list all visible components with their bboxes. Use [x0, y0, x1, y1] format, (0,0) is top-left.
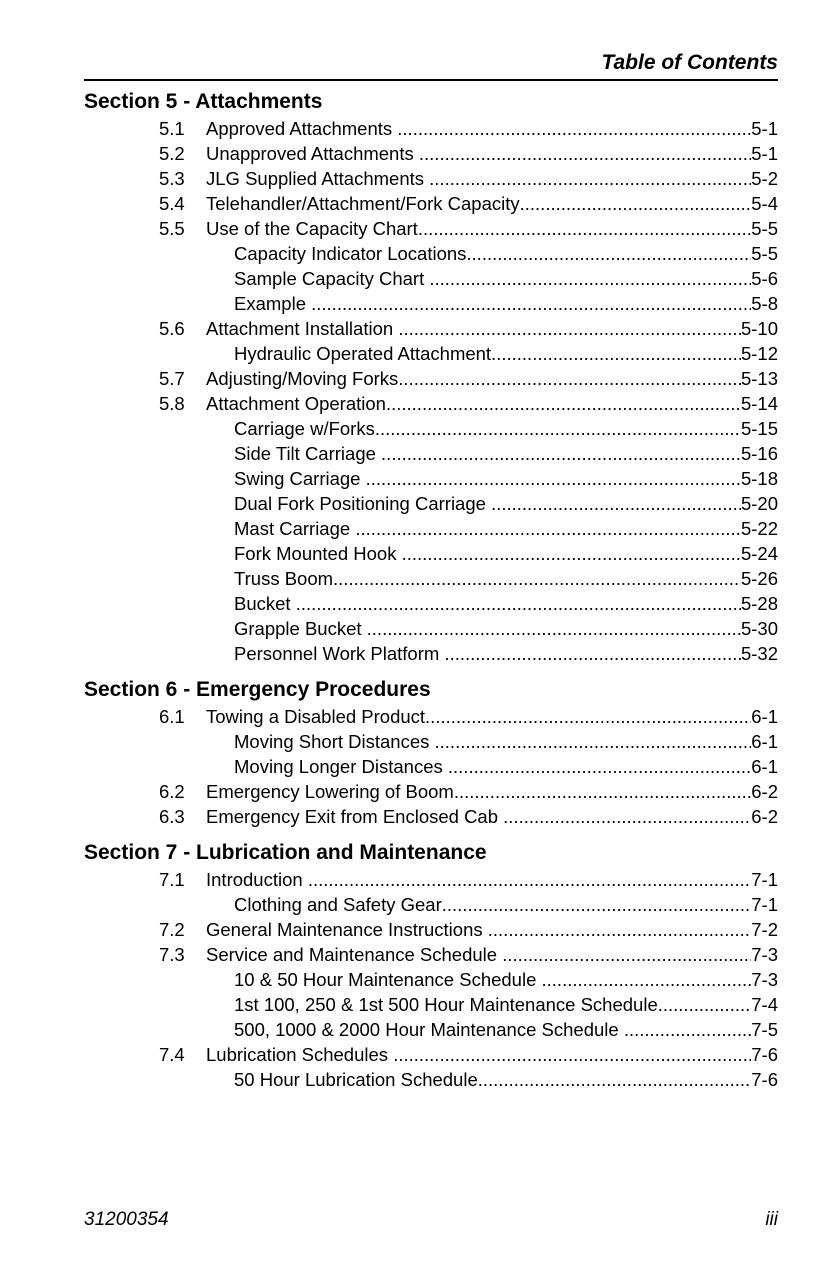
dot-leader	[466, 241, 751, 266]
toc-entry-page: 7-4	[751, 994, 778, 1015]
toc-entry-title: Dual Fork Positioning Carriage	[234, 493, 492, 514]
toc-entry-leader	[234, 641, 778, 666]
toc-entry-page: 5-14	[740, 393, 778, 414]
toc-entry[interactable]	[84, 754, 778, 779]
toc-entry-page: 5-24	[740, 543, 778, 564]
dot-leader	[488, 917, 751, 942]
toc-entry[interactable]	[84, 967, 778, 992]
toc-entry-leader	[206, 704, 778, 729]
dot-leader	[520, 191, 752, 216]
toc-entry-page: 6-1	[751, 731, 778, 752]
section-gap	[84, 666, 778, 676]
toc-entry-number: 7.3	[159, 944, 185, 965]
dot-leader	[503, 804, 751, 829]
toc-entry-page: 5-1	[751, 118, 778, 139]
toc-entry-page: 5-4	[751, 193, 778, 214]
toc-entry-title: Approved Attachments	[206, 118, 398, 139]
dot-leader	[429, 166, 751, 191]
toc-entry-title: JLG Supplied Attachments	[206, 168, 430, 189]
toc-entry-title: Moving Longer Distances	[234, 756, 448, 777]
toc-entry[interactable]	[84, 316, 778, 341]
section-title: Section 7 - Lubrication and Maintenance	[84, 841, 487, 864]
toc-entry-leader	[206, 316, 778, 341]
toc-entry-page: 5-13	[740, 368, 778, 389]
toc-entry-page: 5-30	[740, 618, 778, 639]
toc-entry-page: 5-10	[740, 318, 778, 339]
dot-leader	[418, 216, 751, 241]
toc-entry[interactable]	[84, 566, 778, 591]
toc-entry[interactable]	[84, 942, 778, 967]
dot-leader	[444, 641, 741, 666]
toc-entry-title: Attachment Installation	[206, 318, 399, 339]
dot-leader	[375, 416, 741, 441]
toc-entry-title: Attachment Operation	[206, 393, 386, 414]
toc-entry-page: 5-22	[740, 518, 778, 539]
toc-entry-leader	[234, 266, 778, 291]
dot-leader	[402, 541, 741, 566]
toc-entry-page: 6-1	[751, 756, 778, 777]
toc-entry[interactable]	[84, 191, 778, 216]
dot-leader	[296, 591, 741, 616]
toc-entry-title: Bucket	[234, 593, 296, 614]
toc-entry-page: 7-5	[751, 1019, 778, 1040]
toc-entry-title: 500, 1000 & 2000 Hour Maintenance Schedule	[234, 1019, 624, 1040]
toc-entry-page: 7-3	[751, 969, 778, 990]
toc-entry-number: 5.8	[159, 393, 185, 414]
dot-leader	[542, 967, 752, 992]
toc-entry-title: Carriage w/Forks	[234, 418, 375, 439]
toc-entry[interactable]	[84, 291, 778, 316]
toc-entry[interactable]	[84, 491, 778, 516]
toc-entry[interactable]	[84, 216, 778, 241]
toc-entry-leader	[234, 892, 778, 917]
dot-leader	[425, 704, 751, 729]
dot-leader	[658, 992, 752, 1017]
dot-leader	[624, 1017, 751, 1042]
dot-leader	[397, 116, 751, 141]
toc-entry-page: 7-1	[751, 869, 778, 890]
dot-leader	[429, 266, 751, 291]
toc-entry[interactable]	[84, 704, 778, 729]
toc-entry-title: Personnel Work Platform	[234, 643, 445, 664]
toc-entry-number: 7.4	[159, 1044, 185, 1065]
toc-entry-page: 5-1	[751, 143, 778, 164]
toc-entry-title: 1st 100, 250 & 1st 500 Hour Maintenance Schedule	[234, 994, 658, 1015]
toc-entry[interactable]	[84, 416, 778, 441]
toc-entry-title: Fork Mounted Hook	[234, 543, 402, 564]
toc-entry-leader	[234, 1067, 778, 1092]
dot-leader	[502, 942, 751, 967]
toc-entry-title: Swing Carriage	[234, 468, 366, 489]
toc-entry-leader	[234, 591, 778, 616]
toc-entry-leader	[206, 1042, 778, 1067]
toc-entry-title: Truss Boom	[234, 568, 334, 589]
toc-entry-page: 5-8	[751, 293, 778, 314]
toc-entry-leader	[234, 566, 778, 591]
toc-entry-title: Lubrication Schedules	[206, 1044, 394, 1065]
toc-entry-page: 7-6	[751, 1069, 778, 1090]
dot-leader	[393, 1042, 751, 1067]
toc-entry[interactable]	[84, 867, 778, 892]
toc-entry[interactable]	[84, 541, 778, 566]
toc-entry[interactable]	[84, 366, 778, 391]
dot-leader	[435, 729, 752, 754]
dot-leader	[311, 291, 751, 316]
toc-entry-leader	[206, 216, 778, 241]
toc-entry-leader	[206, 942, 778, 967]
toc-entry-leader	[234, 291, 778, 316]
toc-entry[interactable]	[84, 641, 778, 666]
toc-entry-title: Moving Short Distances	[234, 731, 435, 752]
toc-entry-title: Sample Capacity Chart	[234, 268, 430, 289]
toc-entry-title: Emergency Exit from Enclosed Cab	[206, 806, 504, 827]
toc-entry-number: 6.2	[159, 781, 185, 802]
toc-entry-title: Service and Maintenance Schedule	[206, 944, 503, 965]
dot-leader	[491, 491, 741, 516]
toc-entry-page: 6-2	[751, 781, 778, 802]
toc-entry-leader	[206, 116, 778, 141]
toc-entry-number: 6.1	[159, 706, 185, 727]
toc-entry-leader	[234, 616, 778, 641]
dot-leader	[448, 754, 751, 779]
toc-entry-title: Grapple Bucket	[234, 618, 367, 639]
toc-entry-page: 5-15	[740, 418, 778, 439]
dot-leader	[367, 616, 741, 641]
toc-entry-number: 5.4	[159, 193, 185, 214]
toc-entry-page: 7-3	[751, 944, 778, 965]
toc-entry-leader	[234, 729, 778, 754]
toc-entry[interactable]	[84, 141, 778, 166]
header-rule	[84, 79, 778, 81]
toc-entry-leader	[234, 967, 778, 992]
toc-entry-leader	[206, 391, 778, 416]
dot-leader	[355, 516, 741, 541]
toc-entry-leader	[206, 191, 778, 216]
toc-entry-title: Mast Carriage	[234, 518, 356, 539]
toc-entry-title: Telehandler/Attachment/Fork Capacity	[206, 193, 520, 214]
toc-entry-leader	[234, 992, 778, 1017]
document-number: 31200354	[84, 1209, 169, 1230]
dot-leader	[398, 316, 741, 341]
toc-entry-title: Towing a Disabled Product	[206, 706, 426, 727]
toc-entry[interactable]	[84, 1067, 778, 1092]
toc-entry-leader	[234, 466, 778, 491]
toc-entry-number: 5.3	[159, 168, 185, 189]
toc-entry-title: Clothing and Safety Gear	[234, 894, 442, 915]
dot-leader	[398, 366, 741, 391]
toc-entry-number: 7.2	[159, 919, 185, 940]
toc-entry-leader	[206, 867, 778, 892]
dot-leader	[454, 779, 751, 804]
toc-entry-page: 5-12	[740, 343, 778, 364]
toc-entry-title: Use of the Capacity Chart	[206, 218, 418, 239]
toc-entry[interactable]	[84, 591, 778, 616]
toc-entry-number: 5.5	[159, 218, 185, 239]
toc-entry[interactable]	[84, 616, 778, 641]
toc-entry-leader	[234, 341, 778, 366]
toc-entry-title: Hydraulic Operated Attachment	[234, 343, 492, 364]
toc-entry-page: 5-32	[740, 643, 778, 664]
toc-entry-title: Adjusting/Moving Forks	[206, 368, 399, 389]
toc-entry-page: 5-20	[740, 493, 778, 514]
toc-entry-leader	[234, 491, 778, 516]
toc-entry-title: General Maintenance Instructions	[206, 919, 488, 940]
toc-entry-title: Introduction	[206, 869, 308, 890]
dot-leader	[442, 892, 752, 917]
toc-entry-leader	[234, 441, 778, 466]
toc-entry-page: 5-16	[740, 443, 778, 464]
toc-entry-title: Unapproved Attachments	[206, 143, 419, 164]
dot-leader	[478, 1067, 752, 1092]
toc-entry[interactable]	[84, 779, 778, 804]
toc-entry[interactable]	[84, 729, 778, 754]
toc-entry-leader	[234, 416, 778, 441]
toc-entry-leader	[206, 917, 778, 942]
toc-entry-title: 50 Hour Lubrication Schedule	[234, 1069, 478, 1090]
toc-entry-page: 5-5	[751, 243, 778, 264]
toc-entry-leader	[234, 241, 778, 266]
toc-entry-leader	[234, 754, 778, 779]
dot-leader	[386, 391, 741, 416]
section-title: Section 5 - Attachments	[84, 90, 323, 113]
toc-entry-leader	[206, 779, 778, 804]
toc-entry[interactable]	[84, 166, 778, 191]
toc-entry[interactable]	[84, 1017, 778, 1042]
toc-entry-page: 7-2	[751, 919, 778, 940]
toc-entry[interactable]	[84, 441, 778, 466]
toc-entry[interactable]	[84, 516, 778, 541]
toc-entry-leader	[206, 804, 778, 829]
toc-entry[interactable]	[84, 341, 778, 366]
toc-entry-title: 10 & 50 Hour Maintenance Schedule	[234, 969, 542, 990]
toc-entry[interactable]	[84, 241, 778, 266]
dot-leader	[333, 566, 741, 591]
toc-entry-number: 5.1	[159, 118, 185, 139]
toc-entry[interactable]	[84, 116, 778, 141]
dot-leader	[491, 341, 741, 366]
page-header-title: Table of Contents	[601, 51, 778, 74]
toc-entry[interactable]	[84, 917, 778, 942]
toc-entry-title: Example	[234, 293, 312, 314]
toc-entry-page: 6-1	[751, 706, 778, 727]
toc-entry-leader	[206, 141, 778, 166]
toc-entry-number: 5.7	[159, 368, 185, 389]
toc-entry-leader	[234, 1017, 778, 1042]
toc-entry[interactable]	[84, 391, 778, 416]
dot-leader	[308, 867, 751, 892]
toc-entry-page: 5-5	[751, 218, 778, 239]
table-of-contents	[84, 88, 778, 1092]
toc-entry[interactable]	[84, 804, 778, 829]
toc-entry-title: Side Tilt Carriage	[234, 443, 382, 464]
dot-leader	[419, 141, 751, 166]
toc-entry-title: Emergency Lowering of Boom	[206, 781, 454, 802]
page-number: iii	[765, 1209, 778, 1230]
toc-entry-leader	[206, 366, 778, 391]
toc-entry-page: 5-2	[751, 168, 778, 189]
toc-entry-number: 5.6	[159, 318, 185, 339]
toc-entry[interactable]	[84, 466, 778, 491]
toc-entry[interactable]	[84, 892, 778, 917]
dot-leader	[381, 441, 741, 466]
toc-entry[interactable]	[84, 266, 778, 291]
toc-entry-page: 6-2	[751, 806, 778, 827]
dot-leader	[366, 466, 741, 491]
toc-entry[interactable]	[84, 1042, 778, 1067]
toc-entry-page: 7-6	[751, 1044, 778, 1065]
toc-entry-leader	[234, 516, 778, 541]
section-title: Section 6 - Emergency Procedures	[84, 678, 431, 701]
toc-entry-leader	[234, 541, 778, 566]
toc-entry-page: 5-18	[740, 468, 778, 489]
section-gap	[84, 829, 778, 839]
toc-entry-page: 5-6	[751, 268, 778, 289]
toc-entry-page: 5-26	[740, 568, 778, 589]
toc-entry-number: 5.2	[159, 143, 185, 164]
toc-entry-leader	[206, 166, 778, 191]
toc-entry-number: 7.1	[159, 869, 185, 890]
toc-entry-number: 6.3	[159, 806, 185, 827]
toc-entry-title: Capacity Indicator Locations	[234, 243, 467, 264]
toc-entry-page: 7-1	[751, 894, 778, 915]
toc-entry[interactable]	[84, 992, 778, 1017]
toc-entry-page: 5-28	[740, 593, 778, 614]
